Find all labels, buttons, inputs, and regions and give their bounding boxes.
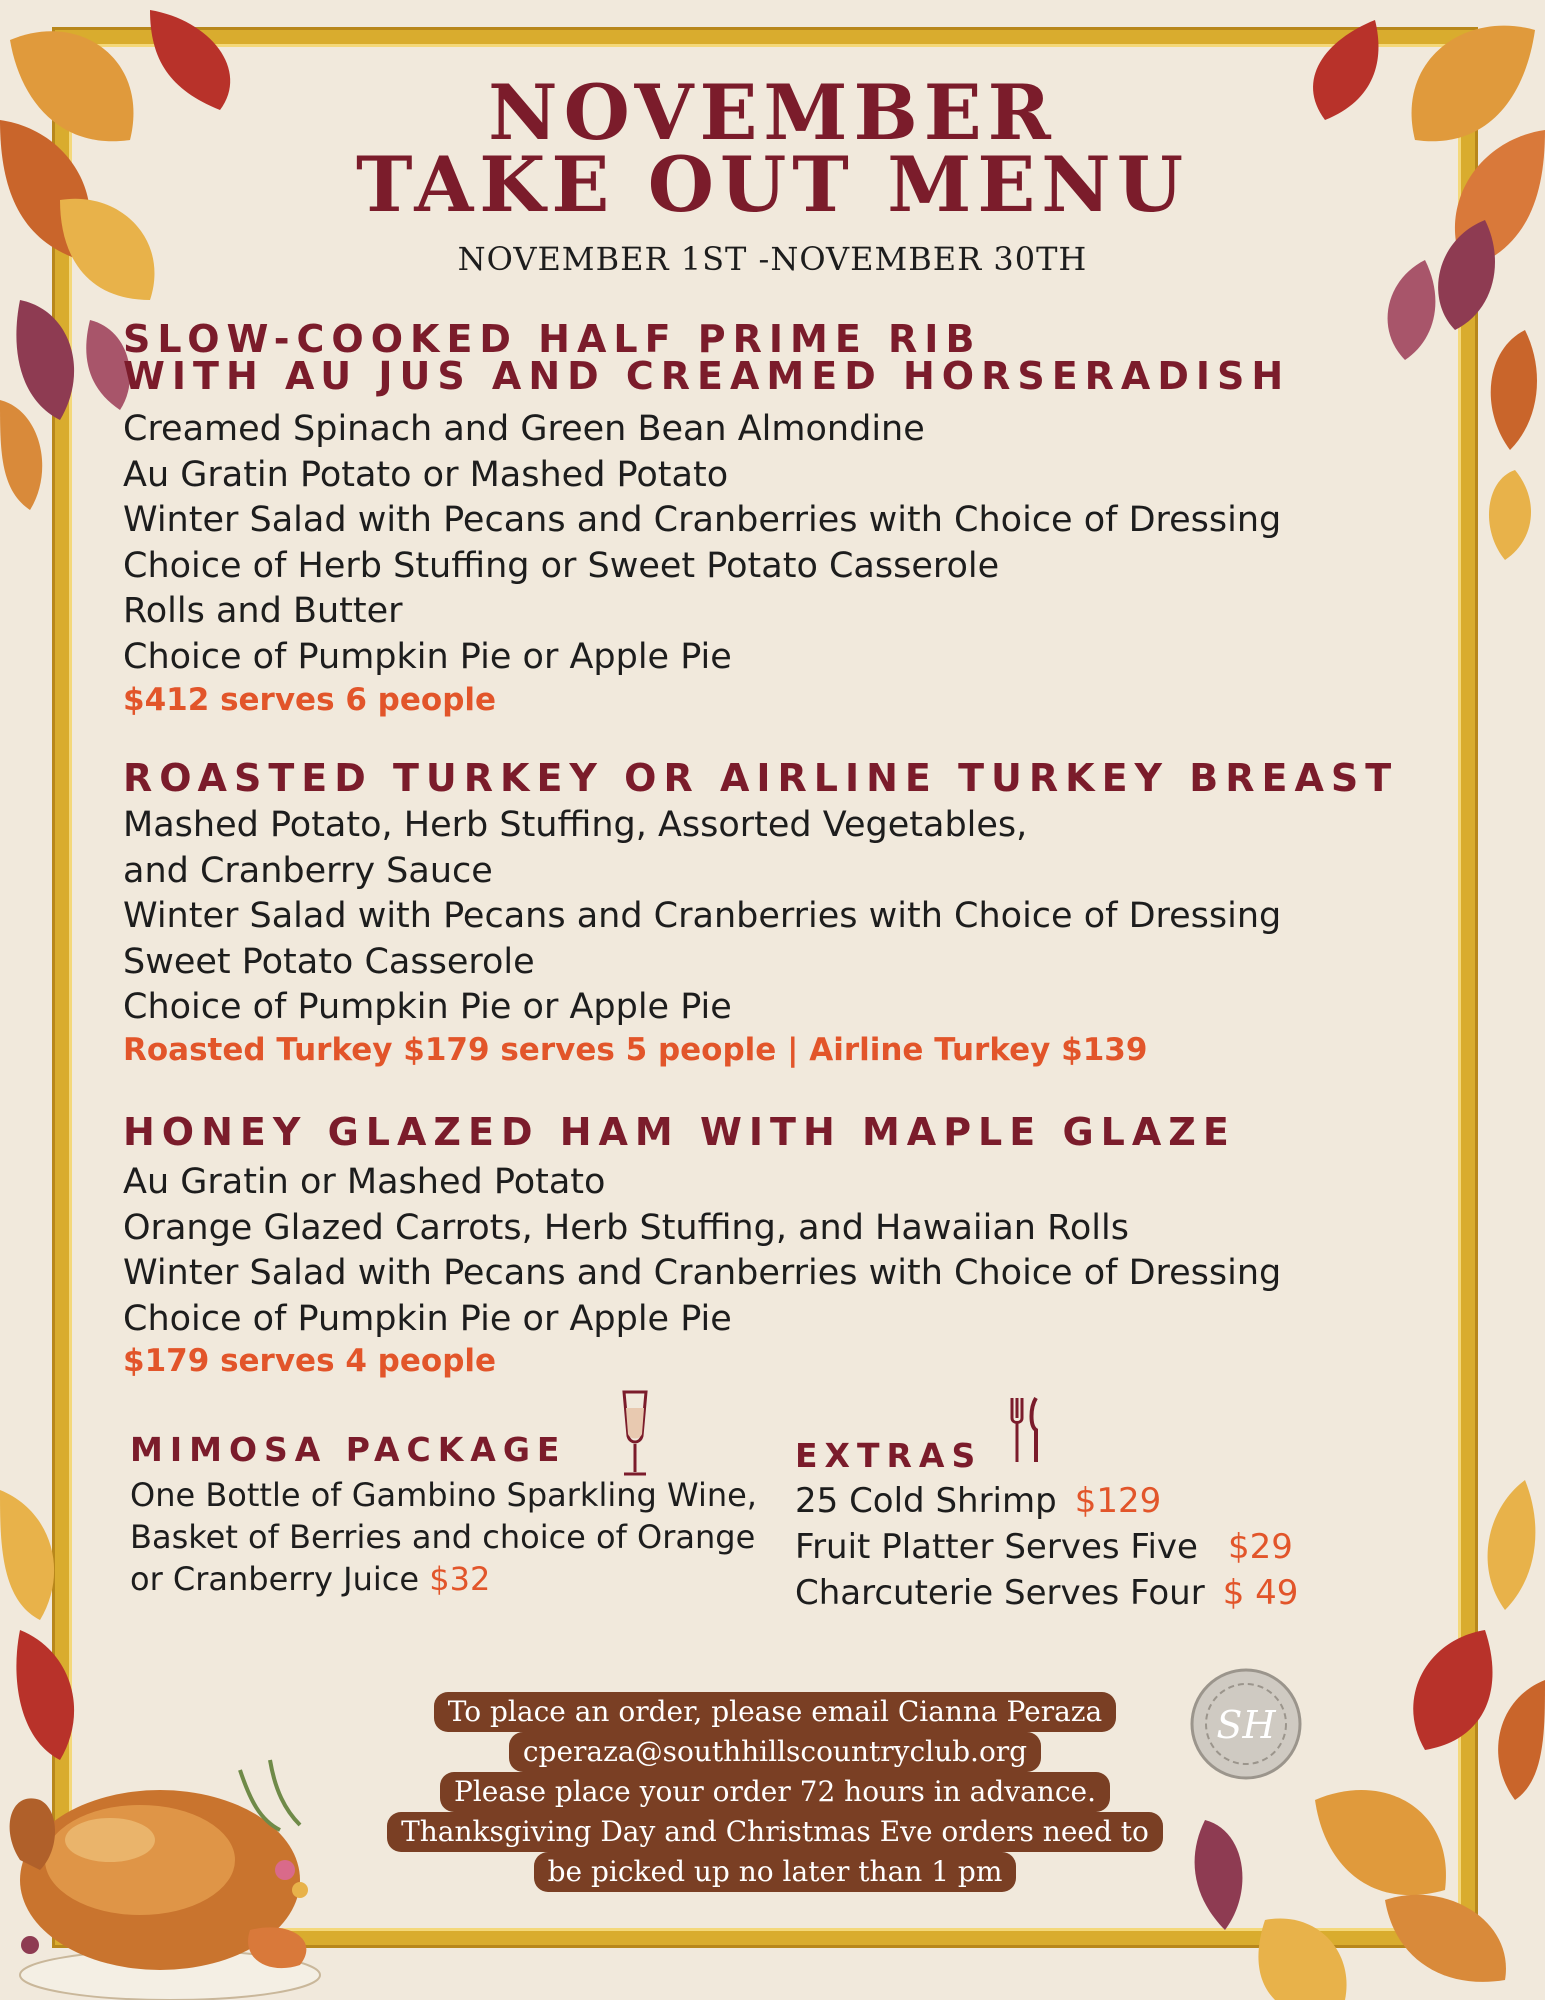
roast-turkey-icon	[0, 1730, 330, 2000]
order-info	[340, 1692, 1210, 1892]
list-item: Rolls and Butter	[123, 591, 403, 631]
extra-name: Charcuterie Serves Four	[795, 1573, 1205, 1613]
list-item	[795, 1524, 1298, 1570]
extra-price: $129	[1074, 1481, 1162, 1521]
order-line: be picked up no later than 1 pm	[534, 1852, 1017, 1892]
list-item: Creamed Spinach and Green Bean Almondine	[123, 409, 925, 449]
list-item: Mashed Potato, Herb Stuffing, Assorted Vegetables,	[123, 805, 1028, 845]
title-line-2: TAKE OUT MENU	[355, 140, 1190, 229]
list-item: Choice of Pumpkin Pie or Apple Pie	[123, 987, 732, 1027]
list-item: Winter Salad with Pecans and Cranberries with Choice of Dressing	[123, 1253, 1282, 1293]
ham-price: $179 serves 4 people	[123, 1343, 497, 1379]
club-logo	[1188, 1666, 1304, 1782]
list-item: Sweet Potato Casserole	[123, 941, 535, 982]
list-item: Choice of Pumpkin Pie or Apple Pie	[123, 636, 732, 677]
list-item: Winter Salad with Pecans and Cranberries with Choice of Dressing	[123, 500, 1282, 540]
extras-list	[795, 1478, 1298, 1616]
prime-rib-items	[123, 407, 1281, 680]
turkey-items	[123, 803, 1281, 1031]
list-item: Winter Salad with Pecans and Cranberries with Choice of Dressing	[123, 896, 1282, 936]
turkey-title: ROASTED TURKEY OR AIRLINE TURKEY BREAST	[123, 756, 1399, 800]
ham-title: HONEY GLAZED HAM WITH MAPLE GLAZE	[123, 1110, 1236, 1154]
extra-price: $29	[1227, 1527, 1293, 1567]
champagne-glass-icon	[612, 1388, 658, 1480]
fork-knife-icon	[1006, 1394, 1046, 1466]
list-item: Choice of Pumpkin Pie or Apple Pie	[123, 1298, 732, 1339]
extra-name: 25 Cold Shrimp	[795, 1481, 1057, 1521]
extras-title: EXTRAS	[795, 1436, 983, 1475]
mimosa-price: $32	[429, 1560, 491, 1598]
prime-rib-title-line-1: SLOW-COOKED HALF PRIME RIB	[123, 317, 982, 361]
prime-rib-title-line-2: WITH AU JUS AND CREAMED HORSERADISH	[123, 354, 1291, 398]
mimosa-description-text: One Bottle of Gambino Sparkling Wine, Basket of Berries and choice of Orange or Cranberry Juice	[130, 1476, 757, 1598]
extra-name: Fruit Platter Serves Five	[795, 1527, 1198, 1567]
date-range: NOVEMBER 1ST -NOVEMBER 30TH	[457, 240, 1088, 278]
list-item: Orange Glazed Carrots, Herb Stuffing, and Hawaiian Rolls	[123, 1207, 1129, 1248]
list-item	[795, 1478, 1298, 1524]
list-item: Au Gratin Potato or Mashed Potato	[123, 454, 729, 495]
prime-rib-price: $412 serves 6 people	[123, 682, 497, 718]
order-line: To place an order, please email Cianna Peraza	[434, 1692, 1116, 1732]
ham-items	[123, 1160, 1281, 1342]
mimosa-description	[130, 1474, 770, 1600]
order-line: Thanksgiving Day and Christmas Eve orders need to	[387, 1812, 1163, 1852]
turkey-price: Roasted Turkey $179 serves 5 people | Airline Turkey $139	[123, 1032, 1148, 1068]
list-item	[795, 1570, 1298, 1616]
extra-price: $ 49	[1222, 1573, 1299, 1613]
list-item: Au Gratin or Mashed Potato	[123, 1162, 606, 1202]
order-line: Please place your order 72 hours in advance.	[440, 1772, 1110, 1812]
order-email[interactable]: cperaza@southhillscountryclub.org	[509, 1732, 1041, 1772]
list-item: Choice of Herb Stuffing or Sweet Potato Casserole	[123, 545, 1000, 586]
mimosa-title: MIMOSA PACKAGE	[130, 1430, 567, 1469]
logo-monogram: SH	[1216, 1703, 1276, 1747]
list-item: and Cranberry Sauce	[123, 850, 493, 891]
title-line-1: NOVEMBER	[488, 68, 1057, 157]
